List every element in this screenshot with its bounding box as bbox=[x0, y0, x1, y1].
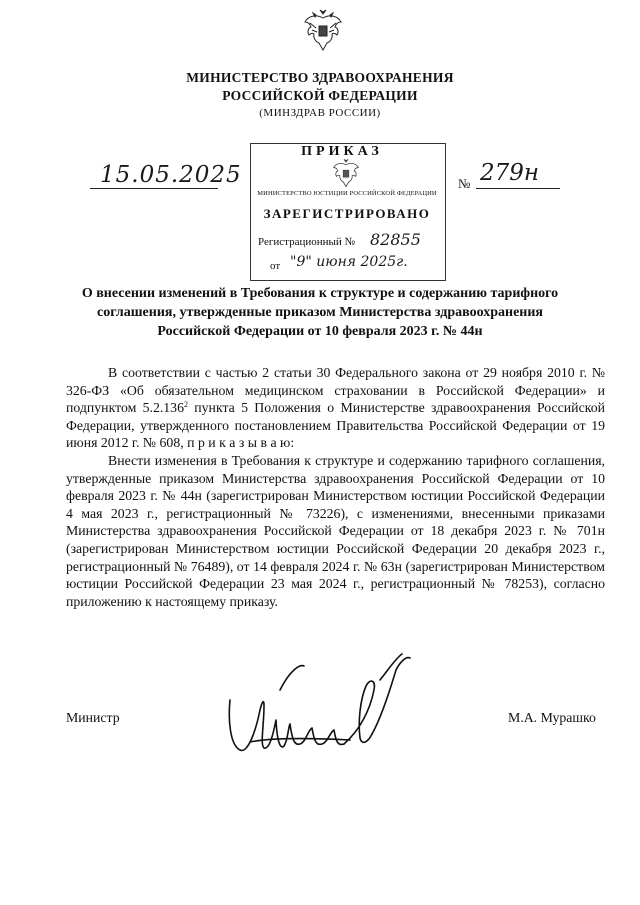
stamp-ministry-of-justice: МИНИСТЕРСТВО ЮСТИЦИИ РОССИЙСКОЙ ФЕДЕРАЦИИ bbox=[257, 190, 437, 197]
ministry-name-line2: РОССИЙСКОЙ ФЕДЕРАЦИИ bbox=[222, 88, 418, 103]
stamp-registered: ЗАРЕГИСТРИРОВАНО bbox=[263, 206, 431, 221]
paragraph-text: пункта 5 Положения о Министерстве здравоохранения Российской Федерации, утвержденного постановлением Правительства Российской Федерации от 19 июня 2012 г. № 608, п р и к а з ы в а ю: bbox=[66, 400, 605, 451]
superscript: 2 bbox=[183, 400, 188, 410]
ministry-short-name: (МИНЗДРАВ РОССИИ) bbox=[259, 107, 381, 119]
paragraph-legal-basis bbox=[66, 364, 605, 452]
handwritten-signature bbox=[220, 650, 430, 770]
signatory-name: М.А. Мурашко bbox=[508, 710, 596, 725]
coat-of-arms-icon bbox=[302, 8, 344, 52]
stamp-date-label: от bbox=[270, 260, 281, 272]
paragraph-order-text: Внести изменения в Требования к структуре и содержанию тарифного соглашения, утвержденные приказом Министерства здравоохранения Российской Федерации от 10 февраля 2023 г. № 44н (зарегистрирован Министерством юстиции Российской Федерации 4 мая 2023 г., регистрационный № 73226), с изменениями, внесенными приказами Министерства здравоохранения Российской Федерации от 18 декабря 2023 г. № 701н (зарегистрирован Министерством юстиции Российской Федерации 20 декабря 2023 г., регистрационный № 76489), от 14 февраля 2024 г. № 63н (зарегистрирован Министерством юстиции Российской Федерации 23 мая 2024 г., регистрационный № 78253), согласно приложению к настоящему приказу. bbox=[66, 452, 605, 609]
stamp-reg-number-label: Регистрационный № bbox=[258, 236, 356, 248]
date-underline bbox=[90, 188, 218, 189]
document-heading bbox=[66, 284, 574, 341]
document-body bbox=[66, 364, 605, 610]
stamp-date-value: "9" июня 2025г. bbox=[290, 254, 408, 270]
heading-line: Российской Федерации от 10 февраля 2023 г. № 44н bbox=[157, 324, 483, 339]
order-title: ПРИКАЗ bbox=[301, 144, 383, 159]
ministry-name-line1: МИНИСТЕРСТВО ЗДРАВООХРАНЕНИЯ bbox=[186, 70, 454, 85]
order-number-sign: № bbox=[458, 176, 471, 191]
number-underline bbox=[476, 188, 560, 189]
order-date: 15.05.2025 bbox=[100, 162, 242, 188]
heading-line: соглашения, утвержденные приказом Министерства здравоохранения bbox=[97, 305, 543, 320]
order-number: 279н bbox=[480, 160, 540, 186]
signatory-position: Министр bbox=[66, 710, 120, 725]
stamp-emblem-icon bbox=[331, 158, 361, 188]
paragraph-text: В соответствии с частью 2 статьи 30 Федерального закона от 29 ноября 2010 г. № 326-ФЗ «Об обязательном медицинском страховании в Российской Федерации» и подпунктом 5.2.136 bbox=[66, 365, 605, 416]
stamp-reg-number: 82855 bbox=[370, 230, 421, 249]
heading-line: О внесении изменений в Требования к структуре и содержанию тарифного bbox=[81, 286, 559, 301]
